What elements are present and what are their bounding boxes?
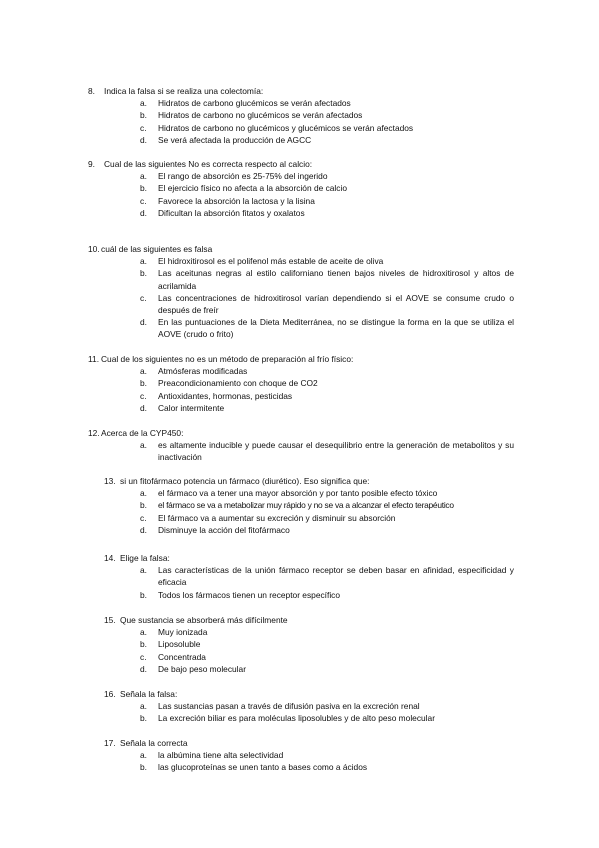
option: [0, 663, 599, 675]
option: [0, 499, 599, 511]
question-number: 17.: [104, 738, 116, 748]
option-text: Concentrada: [158, 651, 206, 662]
question-text: si un fitofármaco potencia un fármaco (diurético). Eso significa que:: [120, 476, 370, 486]
option: [0, 651, 599, 663]
option-text: Las sustancias pasan a través de difusión pasiva en la excreción renal: [158, 701, 420, 712]
question-14: [0, 552, 599, 601]
option-text: Se verá afectada la producción de AGCC: [158, 134, 312, 145]
option-text: Disminuye la acción del fitofármaco: [158, 524, 290, 535]
option: [0, 182, 599, 194]
option: [0, 109, 599, 121]
option-text: Las características de la unión fármaco receptor se deben basar en afinidad, especificidad y eficacia: [158, 565, 514, 588]
option-text: el fármaco va a tener una mayor absorción y por tanto posible efecto tóxico: [158, 488, 438, 499]
option: [0, 316, 599, 340]
option: [0, 377, 599, 389]
question-number: 13.: [104, 476, 116, 486]
option: [0, 626, 599, 638]
option-text: Muy ionizada: [158, 627, 208, 638]
question-16: [0, 688, 599, 725]
question-8: [0, 85, 599, 146]
option-text: Calor intermitente: [158, 402, 225, 413]
option-label: a.: [140, 701, 147, 712]
option-text: es altamente inducible y puede causar el desequilibrio entre la generación de metabolitos y su inactivación: [158, 440, 514, 463]
option-label: b.: [140, 110, 147, 121]
option-label: b.: [140, 500, 147, 511]
question-10: [0, 243, 599, 341]
option: [0, 365, 599, 377]
option-text: Dificultan la absorción fitatos y oxalatos: [158, 207, 305, 218]
option-text: Hidratos de carbono glucémicos se verán afectados: [158, 98, 351, 109]
option-text: Preacondicionamiento con choque de CO2: [158, 378, 318, 389]
option-text: El rango de absorción es 25-75% del ingerido: [158, 171, 328, 182]
option-text: Liposoluble: [158, 639, 201, 650]
option-text: De bajo peso molecular: [158, 663, 246, 674]
option-label: b.: [140, 639, 147, 650]
option: [0, 292, 599, 316]
option: [0, 207, 599, 219]
question-text: Que sustancia se absorberá más difícilmente: [120, 615, 288, 625]
option: [0, 524, 599, 536]
option-label: a.: [140, 256, 147, 267]
question-text: Cual de los siguientes no es un método de preparación al frío físico:: [101, 354, 354, 364]
option: [0, 267, 599, 291]
option-text: La excreción biliar es para moléculas liposolubles y de alto peso molecular: [158, 713, 435, 724]
option-label: a.: [140, 750, 147, 761]
option-label: b.: [140, 762, 147, 773]
question-number: 12.: [88, 428, 100, 438]
option-label: b.: [140, 589, 147, 600]
option: [0, 712, 599, 724]
question-13: [0, 475, 599, 536]
option-label: c.: [140, 122, 147, 133]
question-text: cuál de las siguientes es falsa: [101, 244, 213, 254]
option-label: d.: [140, 134, 147, 145]
option-label: c.: [140, 390, 147, 401]
option: [0, 564, 599, 588]
option-label: d.: [140, 207, 147, 218]
question-text: Señala la falsa:: [120, 689, 178, 699]
option-text: El ejercicio físico no afecta a la absorción de calcio: [158, 183, 348, 194]
option-text: El fármaco va a aumentar su excreción y disminuir su absorción: [158, 512, 396, 523]
option-label: b.: [140, 713, 147, 724]
question-number: 11.: [88, 354, 100, 364]
option-label: b.: [140, 268, 147, 279]
question-text: Acerca de la CYP450:: [101, 428, 184, 438]
option-label: a.: [140, 366, 147, 377]
option-label: c.: [140, 651, 147, 662]
question-text: Elige la falsa:: [120, 553, 170, 563]
option-text: Todos los fármacos tienen un receptor específico: [158, 589, 341, 600]
option: [0, 390, 599, 402]
question-number: 9.: [88, 159, 95, 169]
option-label: c.: [140, 512, 147, 523]
question-text: Cual de las siguientes No es correcta respecto al calcio:: [104, 159, 313, 169]
question-text: Indica la falsa si se realiza una colectomía:: [104, 86, 264, 96]
option-text: Hidratos de carbono no glucémicos y glucémicos se verán afectados: [158, 122, 414, 133]
option-text: Hidratos de carbono no glucémicos se verán afectados: [158, 110, 363, 121]
option: [0, 761, 599, 773]
question-number: 16.: [104, 689, 116, 699]
option: [0, 195, 599, 207]
option: [0, 512, 599, 524]
option: [0, 749, 599, 761]
option-label: a.: [140, 488, 147, 499]
option-text: las glucoproteínas se unen tanto a bases como a ácidos: [158, 762, 368, 773]
option-label: a.: [140, 627, 147, 638]
option-label: a.: [140, 98, 147, 109]
question-text: Señala la correcta: [120, 738, 188, 748]
option: [0, 97, 599, 109]
option-label: d.: [140, 317, 147, 328]
question-15: [0, 614, 599, 675]
option-label: d.: [140, 402, 147, 413]
option: [0, 589, 599, 601]
question-number: 10.: [88, 244, 100, 254]
question-12: [0, 427, 599, 464]
option-label: b.: [140, 378, 147, 389]
option-text: Antioxidantes, hormonas, pesticidas: [158, 390, 293, 401]
option: [0, 122, 599, 134]
option-label: d.: [140, 524, 147, 535]
question-17: [0, 737, 599, 774]
option-text: Atmósferas modificadas: [158, 366, 248, 377]
option: [0, 487, 599, 499]
question-11: [0, 353, 599, 414]
option-text: la albúmina tiene alta selectividad: [158, 750, 284, 761]
option: [0, 170, 599, 182]
option: [0, 439, 599, 463]
question-number: 14.: [104, 553, 116, 563]
option-label: a.: [140, 440, 147, 451]
option-label: a.: [140, 171, 147, 182]
option-text: el fármaco se va a metabolizar muy rápido y no se va a alcanzar el efecto terapéutico: [158, 500, 454, 511]
option-label: d.: [140, 663, 147, 674]
option-text: Favorece la absorción la lactosa y la lisina: [158, 195, 315, 206]
option-label: a.: [140, 565, 147, 576]
option: [0, 638, 599, 650]
question-number: 8.: [88, 86, 95, 96]
option: [0, 402, 599, 414]
option-label: c.: [140, 292, 147, 303]
option-label: c.: [140, 195, 147, 206]
option: [0, 700, 599, 712]
option: [0, 134, 599, 146]
option-text: Las aceitunas negras al estilo californiano tienen bajos niveles de hidroxitirosol y altos de acrilamida: [158, 268, 514, 291]
option: [0, 255, 599, 267]
question-number: 15.: [104, 615, 116, 625]
option-text: En las puntuaciones de la Dieta Mediterránea, no se distingue la forma en la que se utiliza el AOVE (crudo o frito): [158, 317, 514, 340]
option-text: Las concentraciones de hidroxitirosol varían dependiendo si el AOVE se consume crudo o después de freír: [158, 292, 514, 315]
question-9: [0, 158, 599, 219]
option-text: El hidroxitirosol es el polifenol más estable de aceite de oliva: [158, 256, 384, 267]
option-label: b.: [140, 183, 147, 194]
